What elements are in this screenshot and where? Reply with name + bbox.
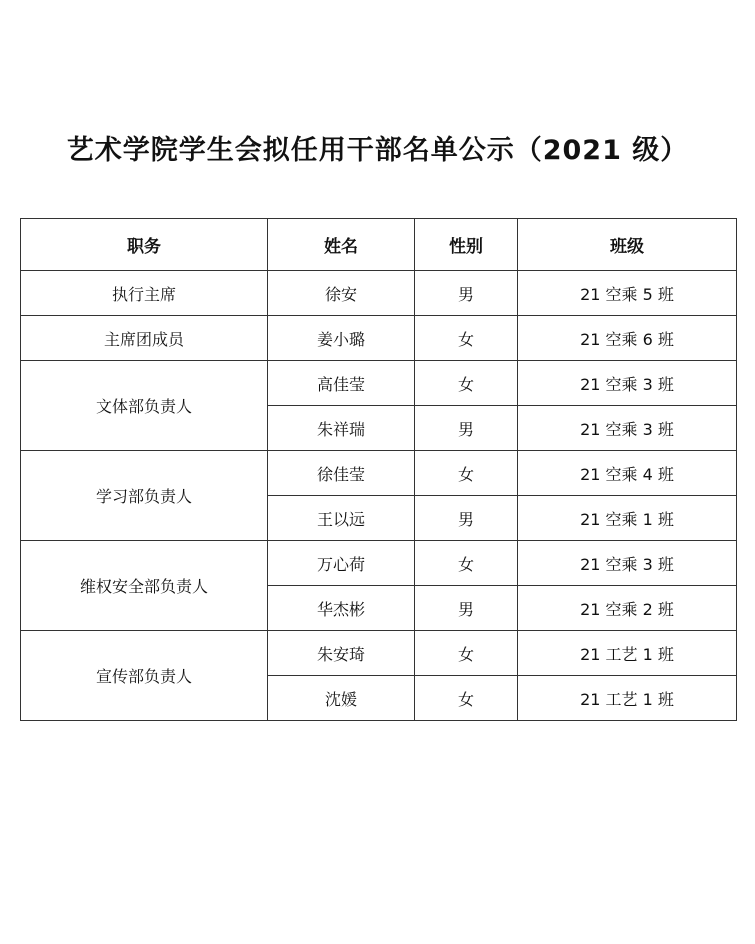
gender-cell: 女	[415, 631, 518, 676]
gender-cell: 女	[415, 676, 518, 721]
class-cell: 21 空乘 1 班	[518, 496, 737, 541]
gender-cell: 女	[415, 451, 518, 496]
name-cell: 徐安	[268, 271, 415, 316]
name-cell: 高佳莹	[268, 361, 415, 406]
header-gender: 性别	[415, 219, 518, 271]
position-cell: 执行主席	[21, 271, 268, 316]
cadre-roster-table	[20, 218, 737, 721]
class-cell: 21 空乘 3 班	[518, 406, 737, 451]
header-class: 班级	[518, 219, 737, 271]
name-cell: 朱安琦	[268, 631, 415, 676]
table-row	[21, 316, 737, 361]
page-title: 艺术学院学生会拟任用干部名单公示（2021 级）	[66, 135, 689, 166]
class-cell: 21 空乘 5 班	[518, 271, 737, 316]
class-cell: 21 空乘 4 班	[518, 451, 737, 496]
position-cell: 维权安全部负责人	[21, 541, 268, 631]
gender-cell: 女	[415, 361, 518, 406]
gender-cell: 女	[415, 541, 518, 586]
class-cell: 21 空乘 3 班	[518, 361, 737, 406]
name-cell: 沈媛	[268, 676, 415, 721]
position-cell: 主席团成员	[21, 316, 268, 361]
name-cell: 朱祥瑞	[268, 406, 415, 451]
class-cell: 21 空乘 2 班	[518, 586, 737, 631]
class-cell: 21 工艺 1 班	[518, 676, 737, 721]
class-cell: 21 空乘 3 班	[518, 541, 737, 586]
table-row	[21, 271, 737, 316]
table-header-row	[21, 219, 737, 271]
name-cell: 姜小璐	[268, 316, 415, 361]
position-cell: 文体部负责人	[21, 361, 268, 451]
name-cell: 徐佳莹	[268, 451, 415, 496]
table-row	[21, 541, 737, 586]
header-position: 职务	[21, 219, 268, 271]
name-cell: 华杰彬	[268, 586, 415, 631]
gender-cell: 男	[415, 586, 518, 631]
gender-cell: 男	[415, 271, 518, 316]
header-name: 姓名	[268, 219, 415, 271]
name-cell: 王以远	[268, 496, 415, 541]
class-cell: 21 工艺 1 班	[518, 631, 737, 676]
table-row	[21, 361, 737, 406]
table-row	[21, 631, 737, 676]
gender-cell: 男	[415, 406, 518, 451]
class-cell: 21 空乘 6 班	[518, 316, 737, 361]
position-cell: 学习部负责人	[21, 451, 268, 541]
gender-cell: 男	[415, 496, 518, 541]
name-cell: 万心荷	[268, 541, 415, 586]
position-cell: 宣传部负责人	[21, 631, 268, 721]
gender-cell: 女	[415, 316, 518, 361]
table-row	[21, 451, 737, 496]
